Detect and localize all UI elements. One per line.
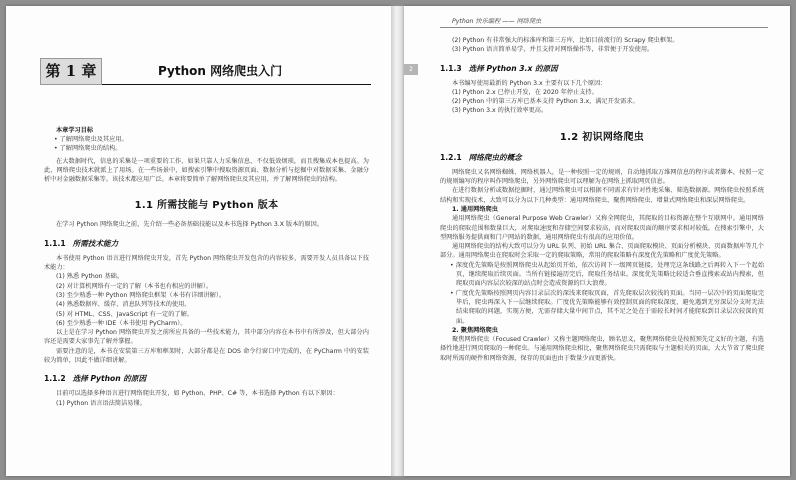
strategy-bullet: • 广度优先策略按照网页内容目录层次的深浅来爬取页面，首先爬取层次较浅的页面。当同一层次中的页面爬取完毕后，爬虫再深入下一层继续爬取。广度优先策略能够有效控制页面的爬取深度，避免遇到无穷深层分支时无法结束爬取的问题，实现方便，无需存储大量中间节点，其不足之处在于需较长时间才能爬取到目录层次较深的页面。 bbox=[450, 289, 765, 325]
skills-outro-paragraph: 以上是在学习 Python 网络爬虫开发之前所应具备的一些技术能力，其中部分内容在本书中有所涉及，但大部分内容还是需要大家事先了解并掌握。 bbox=[44, 329, 369, 346]
section-heading-1-1: 1.1 所需技能与 Python 版本 bbox=[134, 200, 279, 212]
general-crawler-heading: 1. 通用网络爬虫 bbox=[452, 205, 498, 213]
right-page bbox=[404, 6, 790, 476]
study-goals bbox=[44, 126, 369, 154]
study-goal-item: • 了解网络爬虫的结构。 bbox=[54, 145, 122, 153]
skill-item: (4) 熟悉数据库、缓存、消息队列等技术的使用。 bbox=[56, 301, 191, 309]
subsection-heading-1-1-3: 1.1.3 选择 Python 3.x 的原因 bbox=[440, 63, 558, 73]
study-goal-item: • 了解网络爬虫及其应用。 bbox=[54, 136, 128, 143]
concept-paragraph: 网络爬虫又名网络蜘蛛、网络机器人，是一种按照一定的规则，自动地抓取万维网信息的程序或者脚本，按照一定的规则编写的程序叫作网络爬虫，另外网络爬虫可以理解为在网络上抓取网页信息。 bbox=[440, 168, 764, 186]
left-page bbox=[6, 6, 391, 476]
left-page-content bbox=[44, 126, 369, 408]
skill-item: (1) 熟悉 Python 基础。 bbox=[56, 273, 124, 281]
python3-item: (1) Python 2.x 已停止开发，在 2020 年停止支持。 bbox=[452, 88, 598, 96]
python3-item: (3) Python 3.x 的执行效率更高。 bbox=[452, 107, 548, 115]
skill-item: (5) 对 HTML、CSS、JavaScript 有一定的了解。 bbox=[56, 310, 193, 318]
strategy-bullet: • 深度优先策略是按照网络爬虫从起始页开始，依次访问下一级网页链接，处理完这条线路之后再转入下一个起始页，继续爬取后续页面。当所有链接遍历完后，爬取任务结束。深度优先策略比较适合垂直搜索或站内搜索，但爬取页面内容层次较深的站点时会造成资源的巨大浪费。 bbox=[450, 261, 765, 288]
section-heading-1-2: 1.2 初识网络爬虫 bbox=[559, 131, 645, 143]
focused-crawler-heading: 2. 聚焦网络爬虫 bbox=[452, 326, 498, 334]
chapter-intro-paragraph: 在大数据时代，信息的采集是一项重要的工作，如果只靠人力采集信息，不仅低效烦琐，而且搜集成本也提高。为此，网络爬虫技术就派上了用场。在一些场景中，如搜索引擎中搜取资源页面、数据分析与挖掘中对数据采集、金融分析中对金融数据采集等。该技术都应用广泛。本章将要简单了解网络爬虫及其应用，并了解网络爬虫的结构。 bbox=[44, 157, 369, 184]
running-header: Python 快乐编程 —— 网络爬虫 bbox=[452, 18, 542, 25]
skill-item: (2) 对计算机网络有一定的了解（本书也有相应的讲解）。 bbox=[56, 282, 213, 290]
why-python-intro: 目前可以选择多种语言进行网络爬虫开发，如 Python、PHP、C# 等，本书选择 Python 有以下原因： bbox=[56, 390, 339, 398]
subsection-heading-1-1-1: 1.1.1 所需技术能力 bbox=[44, 238, 119, 248]
skill-item: (6) 至少熟悉一种 IDE（本书使用 PyCharm）。 bbox=[56, 319, 187, 327]
book-spine bbox=[391, 6, 404, 476]
right-page-content bbox=[440, 36, 764, 363]
chapter-title: Python 网络爬虫入门 bbox=[158, 64, 283, 78]
chapter-header bbox=[40, 58, 371, 85]
subsection-heading-1-1-2: 1.1.2 选择 Python 的原因 bbox=[44, 374, 147, 384]
focused-crawler-paragraph: 聚焦网络爬虫（Focused Crawler）又称主题网络爬虫，顾名思义，聚焦网络爬虫是按照预先定义好的主题，有选择性地进行网页爬取的一种爬虫。与通用网络爬虫相比，聚焦网络爬虫只需爬取与主题相关的页面，大大节省了爬虫爬取时所需的硬件和网络资源，保存的页面也由于数量少而更新快。 bbox=[440, 336, 764, 362]
page-number-marker: 2 bbox=[404, 64, 418, 75]
subsection-heading-1-2-1: 1.2.1 网络爬虫的概念 bbox=[440, 152, 522, 162]
why-python-item: (3) Python 语言简单易学，并且支持对网络操作等，非常便于开发使用。 bbox=[452, 46, 654, 54]
python3-intro: 本书编写使用最新的 Python 3.x 主要有以下几个原因： bbox=[452, 79, 607, 87]
skills-note-paragraph: 需要注意的是，本书在安装第三方库和框架时，大部分都是在 DOS 命令行窗口中完成的，在 PyCharm 中的安装较为简单，因此不做详细讲解。 bbox=[44, 347, 369, 365]
general-crawler-paragraph: 通用网络爬虫的结构大致可以分为 URL 队列、初始 URL 集合、页面爬取模块、页面分析模块、页面数据库等几个部分。通用网络爬虫在爬取时会采取一定的爬取策略，常用的爬取策略有深度优先策略和广度优先策略。 bbox=[440, 243, 764, 260]
python3-item: (2) Python 中的第三方库已基本支持 Python 3.x，满足开发需求。 bbox=[452, 98, 639, 106]
skill-item: (3) 至少熟悉一种 Python 网络爬虫框架（本书有详细讲解）。 bbox=[56, 291, 226, 299]
why-python-item: (1) Python 语言语法简洁易懂。 bbox=[56, 399, 146, 407]
chapter-label: 第 1 章 bbox=[40, 58, 102, 85]
concept-paragraph: 在进行数据分析或数据挖掘时，通过网络爬虫可以根据不同需求有针对性地采集、筛选数据源。网络爬虫按照系统结构和实现技术，大致可以分为以下几种类型：通用网络爬虫、聚焦网络爬虫、增量式网络爬虫和深层网络爬虫。 bbox=[440, 187, 764, 204]
why-python-item: (2) Python 有非常强大的标准库和第三方库，比如目前流行的 Scrapy 爬虫框架。 bbox=[452, 37, 679, 44]
header-rule bbox=[440, 27, 768, 28]
general-crawler-paragraph: 通用网络爬虫（General Purpose Web Crawler）又称全网爬虫，其爬取的目标资源在整个互联网中。通用网络爬虫的爬取范围和数量巨大，对爬取速度和存储空间要求较高，而对爬取页面的顺序要求相对较低。在搜索引擎中，大型网络服务提供商和门户网站的数据，通用网络爬虫有很高的应用价值。 bbox=[440, 215, 764, 241]
skills-intro-paragraph: 本书使用 Python 语言进行网络爬虫开发，首先 Python 网络爬虫开发包含的内容较多，需要开发人员具备以下技术能力： bbox=[44, 254, 369, 272]
section-1-1-intro: 在学习 Python 网络爬虫之前，先介绍一些必备基础技能以及本书选择 Python 3.X 版本的原因。 bbox=[56, 221, 324, 229]
study-goals-label: 本章学习目标 bbox=[56, 127, 94, 134]
